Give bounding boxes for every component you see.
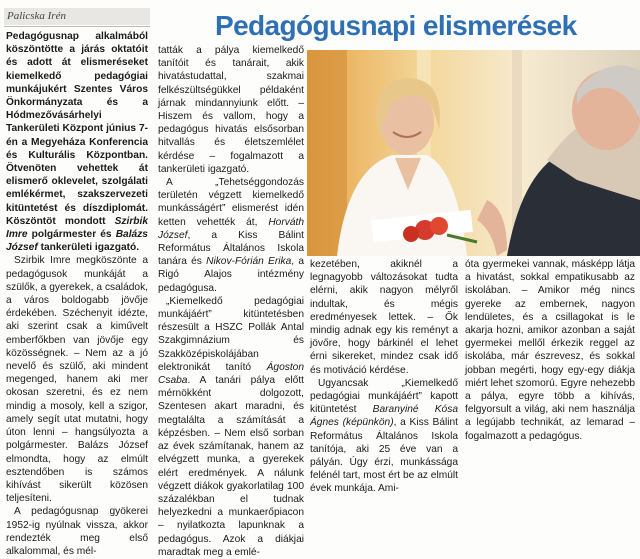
paragraph: tatták a pálya kiemelkedő tanítóit és tanárait, akik hivatástudattal, szakmai felkészültségükkel példaként járnak mindannyiunk előtt. – Hiszem és vallom, hogy a pedagógus hivatás elsősorban hitvallás és életszemlélet kérdése – fogalmazott a tankerületi igazgató.	[158, 45, 304, 175]
article-column-1	[6, 30, 148, 557]
byline-divider	[4, 26, 150, 27]
paragraph: A pedagógusnap gyökerei 1952-ig nyúlnak vissza, akkor rendezték meg első alkalommal, és mél-	[6, 506, 148, 557]
paragraph: kezetében, akiknél a legnagyobb változásokat tudta elérni, akik nagyon mélyről indultak, és mégis eredményesek lettek. – Ők mindig adnak egy kis reményt a jövőre, hogy bárkinél el lehet érni sikereket, mindez csak idő és motiváció kérdése.	[310, 259, 458, 376]
photo-image	[307, 50, 640, 256]
byline: Palicska Irén	[4, 8, 150, 25]
award-ceremony-photo	[307, 50, 640, 256]
paragraph: A „Tehetséggondozás területén végzett kiemelkedő munkásságért” elismerést idén ketten vehették át, Horváth József, a Kiss Bálint Református Általános Iskola tanára és Nikov-Fórián Erika, a Rigó Alajos intézmény pedagógusa.	[158, 177, 304, 294]
paragraph: óta gyermekei vannak, másképp látja a hivatást, sokkal empatikusabb az iskolában. – Amikor még nincs gyereke az embernek, nagyon lendületes, és a csillagokat is le akarja hozni, amikor azonban a saját gyermekei mellől érkezik reggel az iskolába, már észrevesz, és sokkal jobban megérti, hogy egy-egy diákja miért lehet szomorú. Egyre nehezebb a pálya, egyre több a kihívás, felgyorsult a világ, aki nem használja a legújabb technikát, az lemarad – fogalmazott a pedagógus.	[465, 259, 635, 442]
article-column-3	[310, 258, 459, 495]
paragraph: Szirbik Imre megköszönte a pedagógusok munkáját a szülők, a gyerekek, a családok, a város boldogabb jövője érdekében. Széchenyit idézte, aki szerint csak a kiművelt emberfőkben van jövője egy közösségnek. – Nem az a jó nevelő és szülő, aki mindent megenged, hanem aki mer okosan szeretni, és ez nem mindig a mosoly, kell a szigor, amely segít utat mutatni, hogy úton lenni – hangsúlyozta a polgármester. Balázs József elmondta, hogy az elmúlt esztendőben is számos kihívást sikerült közösen teljesíteni.	[6, 255, 148, 505]
headline: Pedagógusnapi elismerések	[215, 10, 577, 41]
paragraph: Ugyancsak „Kiemelkedő pedagógiai munkájáért” kapott kitüntetést Baranyiné Kósa Ágnes (képünkön), a Kiss Bálint Református Általános Iskola tanítója, aki 25 éve van a pályán. Úgy érzi, munkássága felénél tart, most ért be az elmúlt évek munkája. Ami-	[310, 377, 459, 495]
article-column-4	[465, 258, 635, 476]
paragraph: „Kiemelkedő pedagógiai munkájáért” kitüntetésben részesült a HSZC Pollák Antal Szakgimnázium és Szakközépiskolájában elektronikát tanító Ágoston Csaba. A tanári pálya előtt mérnökként dolgozott, Szentesen akart maradni, és megtalálta a számítását a képzésben. – Nem első sorban az évek számítanak, hanem az elvégzett munka, a gyerekek elért eredmények. A nálunk végzett diákok gyakorlatilag 100 százalékban el tudnak helyezkedni a munkaerőpiacon – nyilatkozta lapunknak a pedagógus. Azok a diákjai maradtak meg a emlé-	[158, 295, 304, 558]
lead-paragraph: Pedagógusnap alkalmából köszöntötte a járás oktatóit és adott át elismeréseket kiemelkedő pedagógiai munkájukért Szentes Város Önkormányzata és a Hódmezővásárhelyi Tankerületi Központ június 7-én a Megyeháza Konferencia és Kulturális Központban. Ötvenöten vehettek át elismerő oklevelet, szolgálati emlékérmet, szakszervezeti kitüntetést és díszdiplomát. Köszöntöt mondott Szirbik Imre polgármester és Balázs József tankerületi igazgató.	[6, 31, 148, 254]
article-column-2	[158, 44, 304, 558]
